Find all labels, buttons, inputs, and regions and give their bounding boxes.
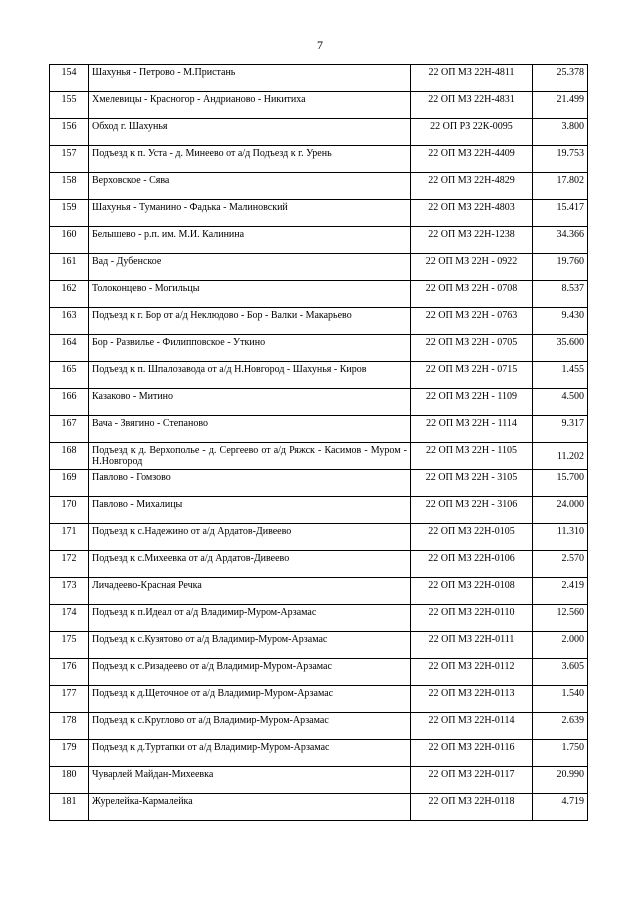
row-number-cell: 180 — [50, 767, 89, 794]
road-id-cell: 22 ОП МЗ 22Н-4803 — [411, 200, 533, 227]
road-length-cell: 2.639 — [533, 713, 588, 740]
table-row — [50, 659, 588, 686]
road-id-cell: 22 ОП МЗ 22Н-0116 — [411, 740, 533, 767]
table-row — [50, 119, 588, 146]
row-number-cell: 161 — [50, 254, 89, 281]
table-row — [50, 767, 588, 794]
road-id-cell: 22 ОП МЗ 22Н - 0715 — [411, 362, 533, 389]
road-id-cell: 22 ОП МЗ 22Н-0105 — [411, 524, 533, 551]
table-row — [50, 605, 588, 632]
road-length-cell: 1.750 — [533, 740, 588, 767]
table-row — [50, 362, 588, 389]
road-id-cell: 22 ОП МЗ 22Н-1238 — [411, 227, 533, 254]
table-row — [50, 551, 588, 578]
road-length-cell: 4.500 — [533, 389, 588, 416]
row-number-cell: 170 — [50, 497, 89, 524]
road-id-cell: 22 ОП МЗ 22Н-0114 — [411, 713, 533, 740]
table-row — [50, 65, 588, 92]
road-id-cell: 22 ОП МЗ 22Н-0111 — [411, 632, 533, 659]
row-number-cell: 177 — [50, 686, 89, 713]
row-number-cell: 164 — [50, 335, 89, 362]
row-number-cell: 165 — [50, 362, 89, 389]
row-number-cell: 157 — [50, 146, 89, 173]
row-number-cell: 172 — [50, 551, 89, 578]
roads-table-body — [50, 65, 588, 821]
table-row — [50, 227, 588, 254]
row-number-cell: 173 — [50, 578, 89, 605]
road-name-cell: Подъезд к с.Надежино от а/д Ардатов-Дивеево — [89, 524, 411, 551]
road-length-cell: 20.990 — [533, 767, 588, 794]
road-id-cell: 22 ОП МЗ 22Н-0118 — [411, 794, 533, 821]
table-row — [50, 524, 588, 551]
road-name-cell: Вад - Дубенское — [89, 254, 411, 281]
row-number-cell: 178 — [50, 713, 89, 740]
road-length-cell: 24.000 — [533, 497, 588, 524]
table-row — [50, 632, 588, 659]
road-length-cell: 2.000 — [533, 632, 588, 659]
row-number-cell: 166 — [50, 389, 89, 416]
road-length-cell: 2.419 — [533, 578, 588, 605]
row-number-cell: 169 — [50, 470, 89, 497]
road-name-cell: Чуварлей Майдан-Михеевка — [89, 767, 411, 794]
row-number-cell: 158 — [50, 173, 89, 200]
table-row — [50, 443, 588, 470]
road-name-cell: Подъезд к д.Туртапки от а/д Владимир-Муром-Арзамас — [89, 740, 411, 767]
row-number-cell: 155 — [50, 92, 89, 119]
road-name-cell: Подъезд к п. Шпалозавода от а/д Н.Новгород - Шахунья - Киров — [89, 362, 411, 389]
road-length-cell: 35.600 — [533, 335, 588, 362]
road-id-cell: 22 ОП МЗ 22Н - 1109 — [411, 389, 533, 416]
table-row — [50, 92, 588, 119]
road-length-cell: 1.455 — [533, 362, 588, 389]
road-length-cell: 19.760 — [533, 254, 588, 281]
road-length-cell: 2.570 — [533, 551, 588, 578]
road-length-cell: 12.560 — [533, 605, 588, 632]
road-name-cell: Подъезд к д. Верхополье - д. Сергеево от а/д Ряжск - Касимов - Муром - Н.Новгород — [89, 443, 411, 470]
road-length-cell: 15.700 — [533, 470, 588, 497]
table-row — [50, 686, 588, 713]
road-name-cell: Подъезд к с.Круглово от а/д Владимир-Муром-Арзамас — [89, 713, 411, 740]
road-name-cell: Казаково - Митино — [89, 389, 411, 416]
road-name-cell: Подъезд к с.Михеевка от а/д Ардатов-Дивеево — [89, 551, 411, 578]
road-name-cell: Хмелевицы - Красногор - Андрианово - Никитиха — [89, 92, 411, 119]
road-id-cell: 22 ОП МЗ 22Н-0106 — [411, 551, 533, 578]
road-length-cell: 4.719 — [533, 794, 588, 821]
road-name-cell: Подъезд к п. Уста - д. Минеево от а/д Подъезд к г. Урень — [89, 146, 411, 173]
road-id-cell: 22 ОП МЗ 22Н - 0922 — [411, 254, 533, 281]
road-id-cell: 22 ОП МЗ 22Н - 1105 — [411, 443, 533, 470]
table-row — [50, 470, 588, 497]
road-length-cell: 9.317 — [533, 416, 588, 443]
table-row — [50, 794, 588, 821]
table-row — [50, 281, 588, 308]
road-length-cell: 3.800 — [533, 119, 588, 146]
road-name-cell: Подъезд к с.Кузятово от а/д Владимир-Муром-Арзамас — [89, 632, 411, 659]
road-length-cell: 1.540 — [533, 686, 588, 713]
road-length-cell: 3.605 — [533, 659, 588, 686]
road-name-cell: Павлово - Гомзово — [89, 470, 411, 497]
table-row — [50, 254, 588, 281]
road-length-cell: 25.378 — [533, 65, 588, 92]
road-name-cell: Верховское - Сява — [89, 173, 411, 200]
road-id-cell: 22 ОП МЗ 22Н - 3105 — [411, 470, 533, 497]
table-row — [50, 578, 588, 605]
table-row — [50, 335, 588, 362]
road-name-cell: Шахунья - Петрово - М.Пристань — [89, 65, 411, 92]
road-id-cell: 22 ОП МЗ 22Н - 1114 — [411, 416, 533, 443]
road-name-cell: Подъезд к п.Идеал от а/д Владимир-Муром-Арзамас — [89, 605, 411, 632]
road-length-cell: 19.753 — [533, 146, 588, 173]
row-number-cell: 167 — [50, 416, 89, 443]
road-length-cell: 8.537 — [533, 281, 588, 308]
row-number-cell: 162 — [50, 281, 89, 308]
row-number-cell: 175 — [50, 632, 89, 659]
road-name-cell: Бор - Развилье - Филипповское - Уткино — [89, 335, 411, 362]
road-name-cell: Подъезд к с.Ризадеево от а/д Владимир-Муром-Арзамас — [89, 659, 411, 686]
road-length-cell: 11.202 — [533, 443, 588, 470]
road-length-cell: 34.366 — [533, 227, 588, 254]
roads-table — [49, 64, 588, 821]
row-number-cell: 174 — [50, 605, 89, 632]
road-id-cell: 22 ОП МЗ 22Н-0113 — [411, 686, 533, 713]
road-id-cell: 22 ОП МЗ 22Н-0110 — [411, 605, 533, 632]
road-length-cell: 21.499 — [533, 92, 588, 119]
road-id-cell: 22 ОП МЗ 22Н-4829 — [411, 173, 533, 200]
road-id-cell: 22 ОП МЗ 22Н - 3106 — [411, 497, 533, 524]
road-name-cell: Журелейка-Кармалейка — [89, 794, 411, 821]
road-length-cell: 9.430 — [533, 308, 588, 335]
page-number: 7 — [317, 38, 323, 52]
road-id-cell: 22 ОП МЗ 22Н - 0705 — [411, 335, 533, 362]
road-name-cell: Подъезд к г. Бор от а/д Неклюдово - Бор - Валки - Макарьево — [89, 308, 411, 335]
road-name-cell: Шахунья - Туманино - Фадька - Малиновский — [89, 200, 411, 227]
table-row — [50, 740, 588, 767]
row-number-cell: 156 — [50, 119, 89, 146]
road-name-cell: Личадеево-Красная Речка — [89, 578, 411, 605]
road-length-cell: 15.417 — [533, 200, 588, 227]
row-number-cell: 160 — [50, 227, 89, 254]
road-name-cell: Толоконцево - Могильцы — [89, 281, 411, 308]
road-id-cell: 22 ОП МЗ 22Н-4831 — [411, 92, 533, 119]
table-row — [50, 416, 588, 443]
road-id-cell: 22 ОП МЗ 22Н - 0708 — [411, 281, 533, 308]
table-row — [50, 173, 588, 200]
row-number-cell: 168 — [50, 443, 89, 470]
road-id-cell: 22 ОП МЗ 22Н-0112 — [411, 659, 533, 686]
road-id-cell: 22 ОП МЗ 22Н-0117 — [411, 767, 533, 794]
road-name-cell: Обход г. Шахунья — [89, 119, 411, 146]
row-number-cell: 179 — [50, 740, 89, 767]
road-length-cell: 11.310 — [533, 524, 588, 551]
table-row — [50, 389, 588, 416]
row-number-cell: 171 — [50, 524, 89, 551]
road-name-cell: Вача - Звягино - Степаново — [89, 416, 411, 443]
road-name-cell: Подъезд к д.Щеточное от а/д Владимир-Муром-Арзамас — [89, 686, 411, 713]
row-number-cell: 176 — [50, 659, 89, 686]
table-row — [50, 497, 588, 524]
row-number-cell: 181 — [50, 794, 89, 821]
road-id-cell: 22 ОП МЗ 22Н-0108 — [411, 578, 533, 605]
road-id-cell: 22 ОП МЗ 22Н - 0763 — [411, 308, 533, 335]
road-id-cell: 22 ОП МЗ 22Н-4409 — [411, 146, 533, 173]
road-name-cell: Белышево - р.п. им. М.И. Калинина — [89, 227, 411, 254]
road-name-cell: Павлово - Михалицы — [89, 497, 411, 524]
row-number-cell: 163 — [50, 308, 89, 335]
road-id-cell: 22 ОП МЗ 22Н-4811 — [411, 65, 533, 92]
row-number-cell: 159 — [50, 200, 89, 227]
row-number-cell: 154 — [50, 65, 89, 92]
road-id-cell: 22 ОП РЗ 22К-0095 — [411, 119, 533, 146]
table-row — [50, 146, 588, 173]
table-row — [50, 200, 588, 227]
table-row — [50, 308, 588, 335]
table-row — [50, 713, 588, 740]
road-length-cell: 17.802 — [533, 173, 588, 200]
